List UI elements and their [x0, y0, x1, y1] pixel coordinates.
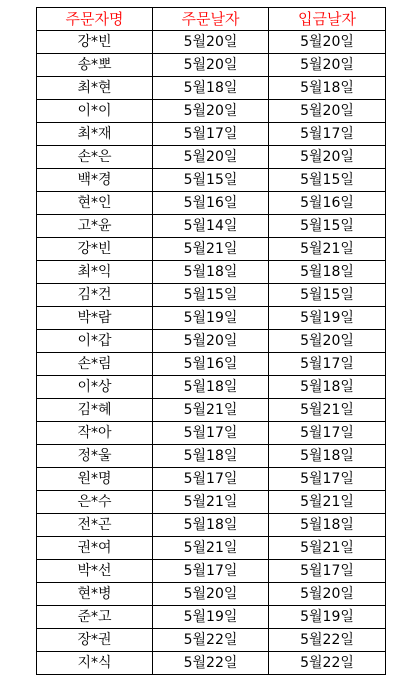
order-date-cell: 5월17일 — [153, 560, 269, 583]
payment-date-cell: 5월17일 — [269, 422, 386, 445]
payment-date-cell: 5월18일 — [269, 376, 386, 399]
header-payment-date: 입금날자 — [269, 8, 386, 31]
table-row — [37, 330, 386, 353]
orderer-name-cell: 준*고 — [37, 606, 153, 629]
orderer-name-cell: 김*건 — [37, 284, 153, 307]
payment-date-cell: 5월17일 — [269, 468, 386, 491]
order-date-cell: 5월18일 — [153, 445, 269, 468]
table-header-row — [37, 8, 386, 31]
table-row — [37, 77, 386, 100]
orderer-name-cell: 송*뽀 — [37, 54, 153, 77]
orderer-name-cell: 정*울 — [37, 445, 153, 468]
order-date-cell: 5월18일 — [153, 514, 269, 537]
orderer-name-cell: 작*아 — [37, 422, 153, 445]
payment-date-cell: 5월22일 — [269, 629, 386, 652]
payment-date-cell: 5월22일 — [269, 652, 386, 675]
order-date-cell: 5월18일 — [153, 77, 269, 100]
table-row — [37, 31, 386, 54]
orderer-name-cell: 장*권 — [37, 629, 153, 652]
orderer-name-cell: 박*람 — [37, 307, 153, 330]
order-date-cell: 5월21일 — [153, 491, 269, 514]
orderer-name-cell: 강*빈 — [37, 31, 153, 54]
table-row — [37, 652, 386, 675]
payment-date-cell: 5월18일 — [269, 77, 386, 100]
order-date-cell: 5월18일 — [153, 261, 269, 284]
order-date-cell: 5월14일 — [153, 215, 269, 238]
payment-date-cell: 5월18일 — [269, 514, 386, 537]
orderer-name-cell: 김*혜 — [37, 399, 153, 422]
payment-date-cell: 5월16일 — [269, 192, 386, 215]
order-date-cell: 5월19일 — [153, 307, 269, 330]
order-date-cell: 5월21일 — [153, 238, 269, 261]
table-row — [37, 399, 386, 422]
payment-date-cell: 5월17일 — [269, 560, 386, 583]
orderer-name-cell: 현*병 — [37, 583, 153, 606]
table-row — [37, 468, 386, 491]
order-date-cell: 5월16일 — [153, 192, 269, 215]
orderer-name-cell: 이*이 — [37, 100, 153, 123]
orderer-name-cell: 이*상 — [37, 376, 153, 399]
payment-date-cell: 5월21일 — [269, 238, 386, 261]
table-row — [37, 123, 386, 146]
order-date-cell: 5월20일 — [153, 330, 269, 353]
payment-date-cell: 5월20일 — [269, 31, 386, 54]
table-body — [37, 31, 386, 675]
orderer-name-cell: 최*재 — [37, 123, 153, 146]
payment-date-cell: 5월17일 — [269, 123, 386, 146]
table-row — [37, 146, 386, 169]
payment-date-cell: 5월15일 — [269, 169, 386, 192]
table-row — [37, 100, 386, 123]
orderer-name-cell: 현*인 — [37, 192, 153, 215]
table-row — [37, 353, 386, 376]
orderer-name-cell: 최*현 — [37, 77, 153, 100]
order-date-cell: 5월18일 — [153, 376, 269, 399]
payment-date-cell: 5월19일 — [269, 606, 386, 629]
order-date-cell: 5월20일 — [153, 54, 269, 77]
table-row — [37, 445, 386, 468]
order-date-cell: 5월17일 — [153, 468, 269, 491]
order-date-cell: 5월21일 — [153, 399, 269, 422]
payment-date-cell: 5월20일 — [269, 100, 386, 123]
table-row — [37, 376, 386, 399]
table-row — [37, 629, 386, 652]
orderer-name-cell: 강*빈 — [37, 238, 153, 261]
orderer-name-cell: 박*선 — [37, 560, 153, 583]
payment-date-cell: 5월21일 — [269, 399, 386, 422]
orderer-name-cell: 권*여 — [37, 537, 153, 560]
payment-date-cell: 5월20일 — [269, 330, 386, 353]
order-date-cell: 5월22일 — [153, 652, 269, 675]
payment-date-cell: 5월21일 — [269, 537, 386, 560]
payment-date-cell: 5월20일 — [269, 54, 386, 77]
orderer-name-cell: 최*익 — [37, 261, 153, 284]
payment-date-cell: 5월18일 — [269, 261, 386, 284]
order-date-cell: 5월15일 — [153, 284, 269, 307]
payment-date-cell: 5월18일 — [269, 445, 386, 468]
order-date-cell: 5월20일 — [153, 146, 269, 169]
payment-date-cell: 5월20일 — [269, 583, 386, 606]
table-row — [37, 192, 386, 215]
orderer-name-cell: 이*갑 — [37, 330, 153, 353]
table-row — [37, 169, 386, 192]
orderer-name-cell: 원*명 — [37, 468, 153, 491]
orderer-name-cell: 은*수 — [37, 491, 153, 514]
order-date-cell: 5월17일 — [153, 422, 269, 445]
payment-date-cell: 5월15일 — [269, 215, 386, 238]
orderer-name-cell: 손*림 — [37, 353, 153, 376]
table-row — [37, 54, 386, 77]
order-date-cell: 5월21일 — [153, 537, 269, 560]
header-order-date: 주문날자 — [153, 8, 269, 31]
payment-date-cell: 5월20일 — [269, 146, 386, 169]
orderer-name-cell: 손*은 — [37, 146, 153, 169]
payment-date-cell: 5월15일 — [269, 284, 386, 307]
table-row — [37, 537, 386, 560]
order-date-cell: 5월20일 — [153, 583, 269, 606]
order-date-cell: 5월20일 — [153, 100, 269, 123]
table-row — [37, 261, 386, 284]
table-row — [37, 307, 386, 330]
order-date-cell: 5월17일 — [153, 123, 269, 146]
orderer-name-cell: 고*윤 — [37, 215, 153, 238]
payment-date-cell: 5월17일 — [269, 353, 386, 376]
header-orderer-name: 주문자명 — [37, 8, 153, 31]
payment-date-cell: 5월19일 — [269, 307, 386, 330]
table-row — [37, 238, 386, 261]
table-row — [37, 284, 386, 307]
table-row — [37, 491, 386, 514]
order-payment-table — [36, 7, 386, 675]
order-date-cell: 5월19일 — [153, 606, 269, 629]
table-row — [37, 583, 386, 606]
table-row — [37, 422, 386, 445]
payment-date-cell: 5월21일 — [269, 491, 386, 514]
orderer-name-cell: 지*식 — [37, 652, 153, 675]
order-date-cell: 5월16일 — [153, 353, 269, 376]
table-row — [37, 560, 386, 583]
table-row — [37, 606, 386, 629]
order-date-cell: 5월15일 — [153, 169, 269, 192]
table-row — [37, 215, 386, 238]
order-date-cell: 5월20일 — [153, 31, 269, 54]
table-row — [37, 514, 386, 537]
order-date-cell: 5월22일 — [153, 629, 269, 652]
orderer-name-cell: 전*곤 — [37, 514, 153, 537]
orderer-name-cell: 백*경 — [37, 169, 153, 192]
